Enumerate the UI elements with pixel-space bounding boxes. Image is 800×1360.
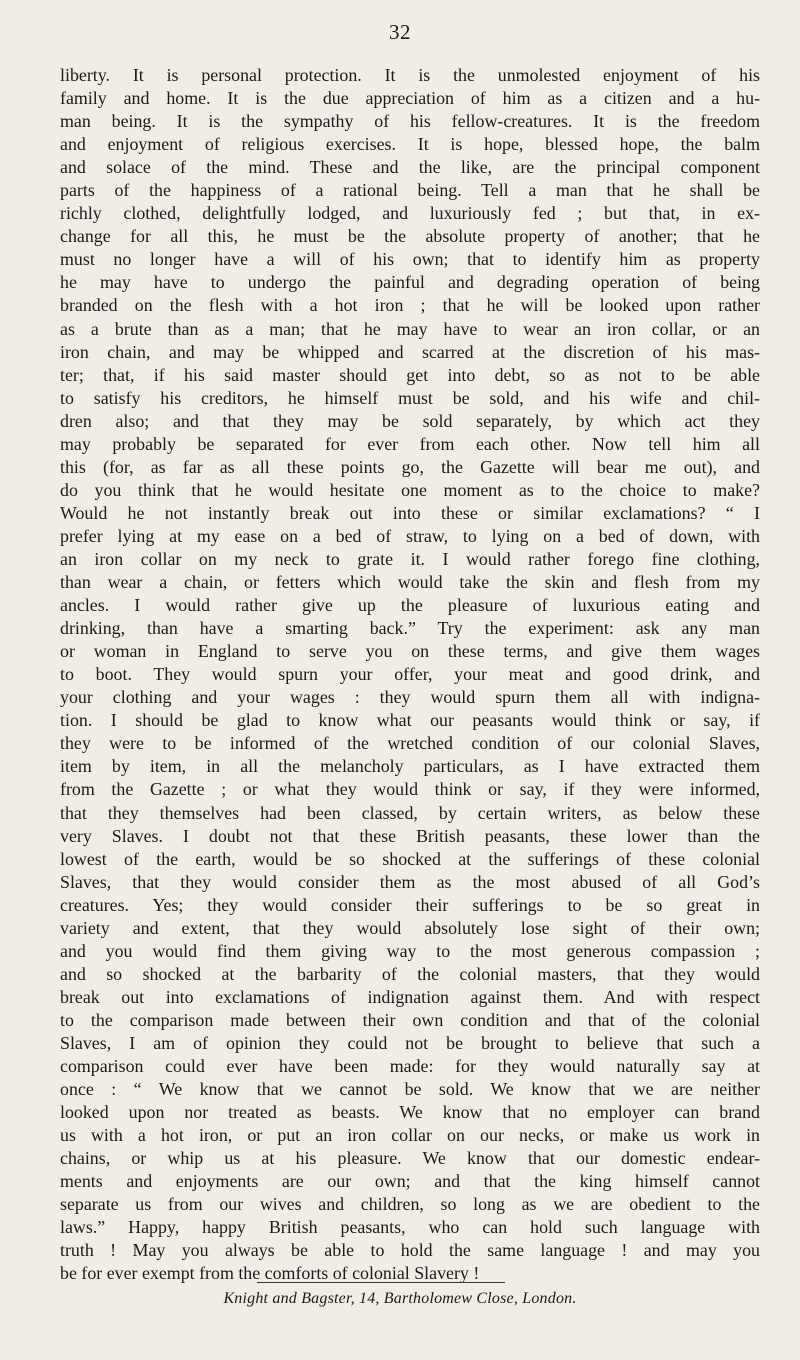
text-line: drinking, than have a smarting back.” Try the experiment: ask any man xyxy=(60,618,760,639)
text-line: variety and extent, that they would absolutely lose sight of their own; xyxy=(60,917,760,938)
text-line: iron chain, and may be whipped and scarred at the discretion of his mas- xyxy=(60,341,760,362)
text-line: ancles. I would rather give up the pleasure of luxurious eating and xyxy=(60,595,760,616)
text-line: to boot. They would spurn your offer, your meat and good drink, and xyxy=(60,664,760,685)
text-line: that they themselves had been classed, by certain writers, as below these xyxy=(60,802,760,823)
text-line: they were to be informed of the wretched condition of our colonial Slaves, xyxy=(60,733,760,754)
text-line: parts of the happiness of a rational being. Tell a man that he shall be xyxy=(60,180,760,201)
text-line: to the comparison made between their own condition and that of the colonial xyxy=(60,1009,760,1030)
text-line: chains, or whip us at his pleasure. We know that our domestic endear- xyxy=(60,1148,760,1169)
text-line: us with a hot iron, or put an iron collar on our necks, or make us work in xyxy=(60,1125,760,1146)
text-line: branded on the flesh with a hot iron ; that he will be looked upon rather xyxy=(60,295,760,316)
printer-imprint: Knight and Bagster, 14, Bartholomew Close, London. xyxy=(223,1290,577,1307)
text-line: prefer lying at my ease on a bed of straw, to lying on a bed of down, with xyxy=(60,525,760,546)
text-line: family and home. It is the due appreciation of him as a citizen and a hu- xyxy=(60,88,760,109)
text-line: be for ever exempt from the comforts of colonial Slavery ! xyxy=(60,1263,480,1284)
text-line: to satisfy his creditors, he himself must be sold, and his wife and chil- xyxy=(60,387,760,408)
text-line: and solace of the mind. These and the like, are the principal component xyxy=(60,157,760,178)
text-line: creatures. Yes; they would consider their sufferings to be so great in xyxy=(60,894,760,915)
text-line: change for all this, he must be the absolute property of another; that he xyxy=(60,226,760,247)
text-line: must no longer have a will of his own; that to identify him as property xyxy=(60,249,760,270)
text-line: do you think that he would hesitate one moment as to the choice to make? xyxy=(60,479,760,500)
text-line: once : “ We know that we cannot be sold. We know that we are neither xyxy=(60,1079,760,1100)
page-number: 32 xyxy=(389,20,411,44)
text-line: and enjoyment of religious exercises. It is hope, blessed hope, the balm xyxy=(60,134,760,155)
text-line: ter; that, if his said master should get into debt, so as not to be able xyxy=(60,364,760,385)
text-line: separate us from our wives and children, so long as we are obedient to the xyxy=(60,1194,760,1215)
text-line: and you would find them giving way to the most generous compassion ; xyxy=(60,940,760,961)
text-line: looked upon nor treated as beasts. We know that no employer can brand xyxy=(60,1102,760,1123)
text-line: as a brute than as a man; that he may have to wear an iron collar, or an xyxy=(60,318,760,339)
text-line: or woman in England to serve you on these terms, and give them wages xyxy=(60,641,760,662)
text-line: Slaves, I am of opinion they could not be brought to believe that such a xyxy=(60,1032,760,1053)
text-line: tion. I should be glad to know what our peasants would think or say, if xyxy=(60,710,760,731)
text-line: this (for, as far as all these points go, the Gazette will bear me out), and xyxy=(60,456,760,477)
text-line: very Slaves. I doubt not that these British peasants, these lower than the xyxy=(60,825,760,846)
text-line: Slaves, that they would consider them as the most abused of all God’s xyxy=(60,871,760,892)
text-line: truth ! May you always be able to hold the same language ! and may you xyxy=(60,1240,760,1261)
text-line: an iron collar on my neck to grate it. I would rather forego fine clothing, xyxy=(60,548,760,569)
text-line: your clothing and your wages : they would spurn them all with indigna- xyxy=(60,687,760,708)
text-line: Would he not instantly break out into these or similar exclamations? “ I xyxy=(60,502,760,523)
text-line: item by item, in all the melancholy particulars, as I have extracted them xyxy=(60,756,760,777)
text-line: dren also; and that they may be sold separately, by which act they xyxy=(60,410,760,431)
text-line: from the Gazette ; or what they would think or say, if they were informed, xyxy=(60,779,760,800)
text-line: comparison could ever have been made: for they would naturally say at xyxy=(60,1056,760,1077)
footer-rule xyxy=(257,1282,505,1283)
text-line: liberty. It is personal protection. It is the unmolested enjoyment of his xyxy=(60,65,760,85)
text-line: may probably be separated for ever from each other. Now tell him all xyxy=(60,433,760,454)
body-text xyxy=(60,64,760,1285)
text-line: he may have to undergo the painful and degrading operation of being xyxy=(60,272,760,293)
text-line: lowest of the earth, would be so shocked at the sufferings of these colonial xyxy=(60,848,760,869)
text-line: laws.” Happy, happy British peasants, who can hold such language with xyxy=(60,1217,760,1238)
text-line: man being. It is the sympathy of his fellow-creatures. It is the freedom xyxy=(60,111,760,132)
text-line: break out into exclamations of indignation against them. And with respect xyxy=(60,986,760,1007)
text-line: richly clothed, delightfully lodged, and luxuriously fed ; but that, in ex- xyxy=(60,203,760,224)
text-line: than wear a chain, or fetters which would take the skin and flesh from my xyxy=(60,572,760,593)
text-line: ments and enjoyments are our own; and that the king himself cannot xyxy=(60,1171,760,1192)
text-line: and so shocked at the barbarity of the colonial masters, that they would xyxy=(60,963,760,984)
